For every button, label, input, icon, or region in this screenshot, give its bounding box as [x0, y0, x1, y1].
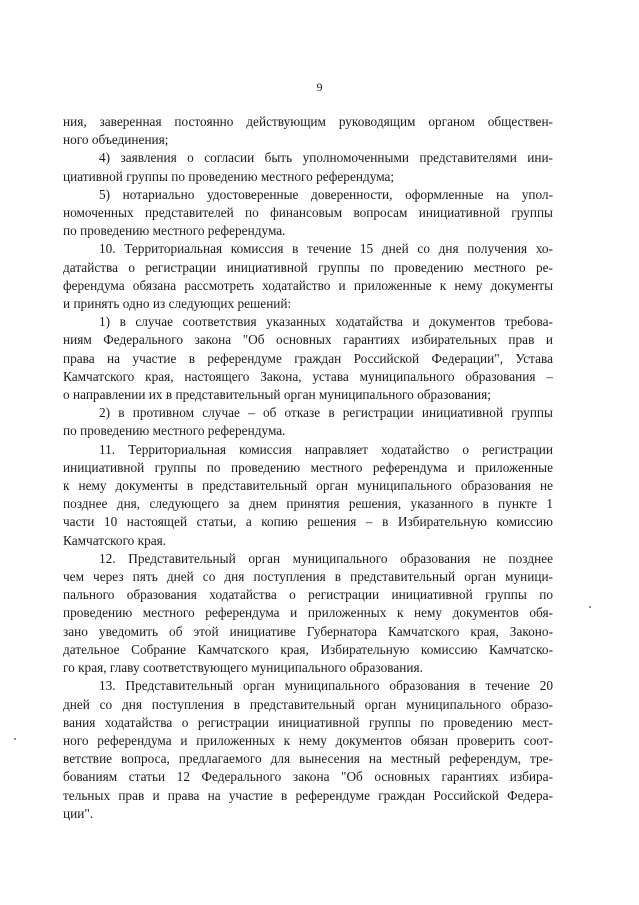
text-line: права на участие в референдуме граждан Российской Федерации", Устава — [63, 350, 553, 366]
scan-artifact-dot — [589, 606, 591, 608]
text-line: бованиям статьи 12 Федерального закона "Об основных гарантиях избира- — [63, 769, 553, 785]
text-line: проведению местного референдума и приложенных к нему документов обя- — [63, 605, 553, 621]
paragraph-item-5 — [63, 186, 553, 241]
text-line: вания ходатайства о регистрации инициативной группы по проведению мест- — [63, 714, 553, 730]
paragraph-clause-12 — [63, 550, 553, 677]
paragraph-clause-13 — [63, 677, 553, 823]
text-line: ного объединения; — [63, 132, 169, 148]
text-line: пального образования ходатайства о регистрации инициативной группы по — [63, 587, 553, 603]
paragraph-item-4 — [63, 149, 553, 185]
text-line: зано уведомить об этой инициативе Губернатора Камчатского края, Законо- — [63, 623, 553, 639]
text-line: 12. Представительный орган муниципального образования не позднее — [99, 550, 553, 566]
text-line: ного референдума и приложенных к нему документов обязан проверить соот- — [63, 732, 553, 748]
text-line: Камчатского края. — [63, 532, 167, 548]
text-line: чем через пять дней со дня поступления в представительный орган муници- — [63, 569, 553, 585]
paragraph-clause-11 — [63, 441, 553, 550]
text-line: номоченных представителей по финансовым вопросам инициативной группы — [63, 205, 553, 221]
text-line: 1) в случае соответствия указанных ходатайства и документов требова- — [99, 314, 553, 330]
text-line: ветствие вопроса, предлагаемого для вынесения на местный референдум, тре- — [63, 751, 553, 767]
text-line: 4) заявления о согласии быть уполномоченными представителями ини- — [99, 150, 553, 166]
text-line: дательное Собрание Камчатского края, Избирательную комиссию Камчатско- — [63, 641, 553, 657]
paragraph-continuation — [63, 113, 553, 149]
paragraph-clause-10-1 — [63, 313, 553, 404]
text-line: тельных прав и права на участие в референдуме граждан Российской Федера- — [63, 787, 553, 803]
text-line: ниям Федерального закона "Об основных гарантиях избирательных прав и — [63, 332, 553, 348]
text-line: ции". — [63, 805, 94, 821]
page-number: 9 — [316, 80, 323, 94]
text-line: к нему документы в представительный орган муниципального образования не — [63, 478, 553, 494]
text-line: и принять одно из следующих решений: — [63, 296, 292, 312]
text-line: циативной группы по проведению местного референдума; — [63, 168, 395, 184]
text-line: ферендума обязана рассмотреть ходатайство и приложенные к нему документы — [63, 277, 553, 293]
text-line: 11. Территориальная комиссия направляет ходатайство о регистрации — [99, 441, 553, 457]
paragraph-clause-10-2 — [63, 404, 553, 440]
document-body — [63, 113, 553, 823]
scan-artifact-dot — [14, 738, 16, 740]
text-line: позднее дня, следующего за днем принятия решения, указанного в пункте 1 — [63, 496, 553, 512]
text-line: 10. Территориальная комиссия в течение 15 дней со дня получения хо- — [99, 241, 553, 257]
text-line: Камчатского края, настоящего Закона, устава муниципального образования – — [63, 368, 553, 384]
text-line: 5) нотариально удостоверенные доверенности, оформленные на упол- — [99, 186, 553, 202]
text-line: 13. Представительный орган муниципального образования в течение 20 — [99, 678, 553, 694]
text-line: по проведению местного референдума. — [63, 223, 286, 239]
text-line: части 10 настоящей статьи, а копию решения – в Избирательную комиссию — [63, 514, 553, 530]
text-line: 2) в противном случае – об отказе в регистрации инициативной группы — [99, 405, 553, 421]
text-line: инициативной группы по проведению местного референдума и приложенные — [63, 459, 553, 475]
text-line: дней со дня поступления в представительный орган муниципального образо- — [63, 696, 553, 712]
text-line: о направлении их в представительный орган муниципального образования; — [63, 387, 491, 403]
text-line: по проведению местного референдума. — [63, 423, 286, 439]
text-line: датайства о регистрации инициативной группы по проведению местного ре- — [63, 259, 553, 275]
text-line: го края, главу соответствующего муниципального образования. — [63, 660, 423, 676]
text-line: ния, заверенная постоянно действующим руководящим органом обществен- — [63, 114, 553, 129]
paragraph-clause-10 — [63, 240, 553, 313]
